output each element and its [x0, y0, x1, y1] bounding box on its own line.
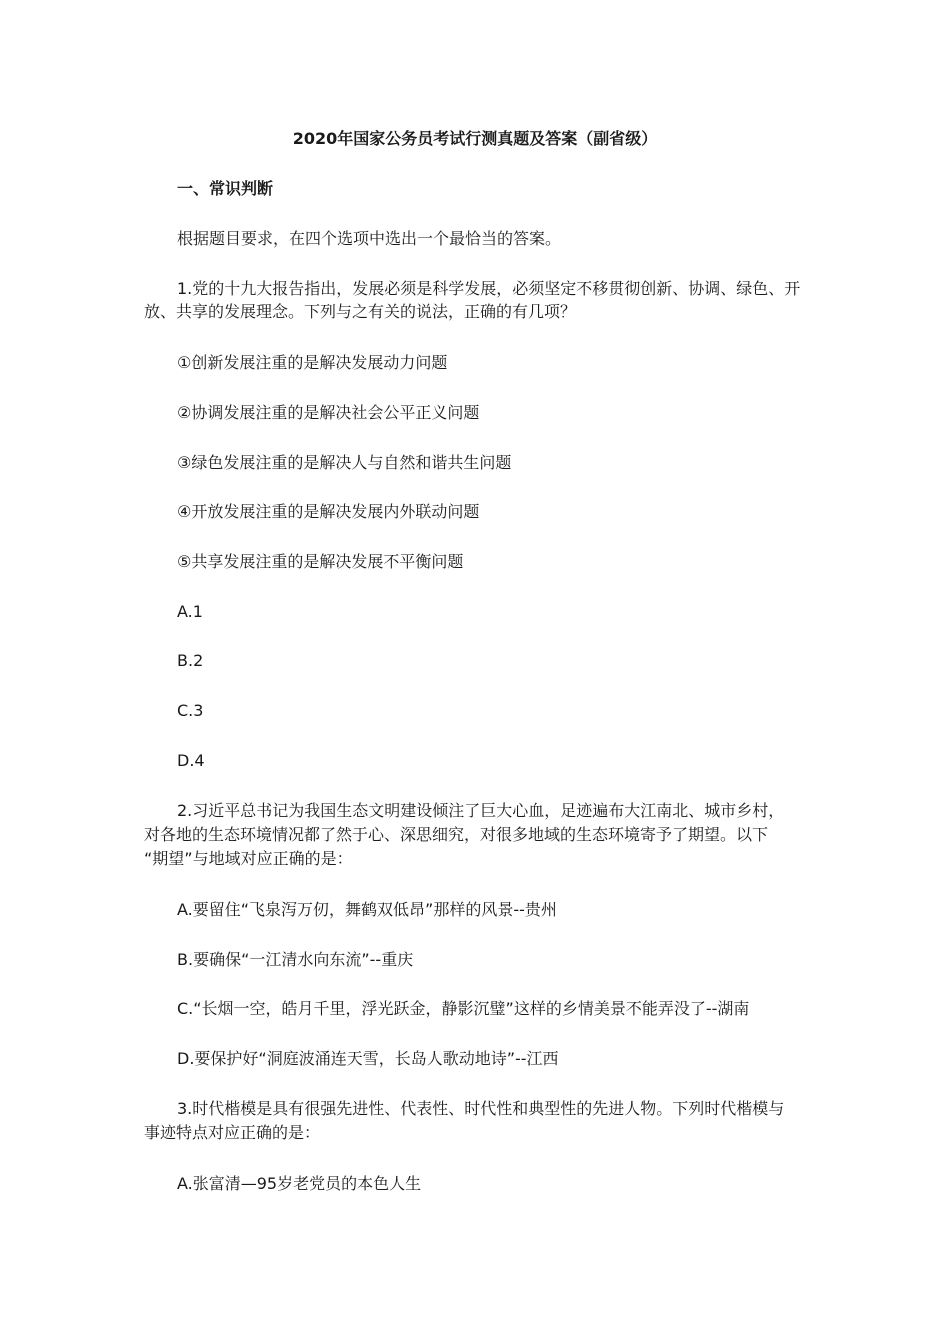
question-1-statement: ③绿色发展注重的是解决人与自然和谐共生问题: [177, 453, 512, 472]
question-2-text-cont: 对各地的生态环境情况都了然于心、深思细究，对很多地域的生态环境寄予了期望。以下: [144, 825, 769, 844]
question-1-option-d: D.4: [177, 751, 205, 770]
question-1-statement: ②协调发展注重的是解决社会公平正义问题: [177, 403, 480, 422]
question-3-text-cont: 事迹特点对应正确的是：: [144, 1123, 321, 1142]
question-3-option-a: A.张富清—95岁老党员的本色人生: [177, 1174, 422, 1193]
question-1-statement: ⑤共享发展注重的是解决发展不平衡问题: [177, 552, 464, 571]
question-2-option-b: B.要确保“一江清水向东流”--重庆: [177, 950, 414, 969]
question-2-option-c: C.“长烟一空，皓月千里，浮光跃金，静影沉璧”这样的乡情美景不能弄没了--湖南: [177, 999, 750, 1018]
question-2-option-d: D.要保护好“洞庭波涌连天雪，长岛人歌动地诗”--江西: [177, 1049, 559, 1068]
document-title: 2020年国家公务员考试行测真题及答案（副省级）: [292, 129, 658, 148]
question-1-statement: ①创新发展注重的是解决发展动力问题: [177, 353, 448, 372]
question-1-option-b: B.2: [177, 651, 204, 670]
instruction-text: 根据题目要求，在四个选项中选出一个最恰当的答案。: [177, 229, 562, 248]
question-1-statement: ④开放发展注重的是解决发展内外联动问题: [177, 502, 480, 521]
question-1-text: 1.党的十九大报告指出，发展必须是科学发展，必须坚定不移贯彻创新、协调、绿色、开: [177, 279, 801, 298]
question-1-option-a: A.1: [177, 602, 203, 621]
question-3-text: 3.时代楷模是具有很强先进性、代表性、时代性和典型性的先进人物。下列时代楷模与: [177, 1099, 785, 1118]
question-2-text-cont: “期望”与地域对应正确的是：: [144, 849, 353, 868]
section-heading: 一、常识判断: [177, 179, 274, 198]
question-1-text-cont: 放、共享的发展理念。下列与之有关的说法，正确的有几项？: [144, 302, 577, 321]
question-2-option-a: A.要留住“飞泉泻万仞，舞鹤双低昂”那样的风景--贵州: [177, 900, 557, 919]
question-2-text: 2.习近平总书记为我国生态文明建设倾注了巨大心血，足迹遍布大江南北、城市乡村，: [177, 801, 785, 820]
question-1-option-c: C.3: [177, 701, 204, 720]
